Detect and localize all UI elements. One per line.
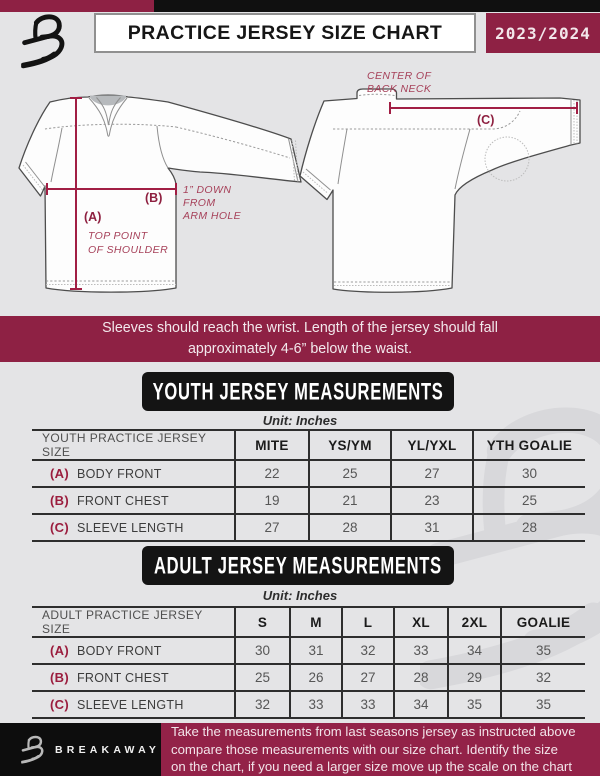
youth-banner-label: YOUTH JERSEY MEASUREMENTS: [152, 377, 444, 405]
column-header: M: [290, 607, 342, 637]
footer-logo-icon: [21, 735, 47, 765]
adult-unit-label: Unit: Inches: [262, 588, 338, 603]
column-header: MITE: [235, 430, 309, 460]
season-badge: [486, 13, 600, 53]
cell-value: 25: [309, 460, 391, 487]
cell-value: 32: [342, 637, 394, 664]
page-title: PRACTICE JERSEY SIZE CHART: [127, 21, 443, 44]
label-a-caption: TOP POINT: [88, 230, 148, 242]
row-label: (A) BODY FRONT: [32, 460, 235, 487]
season-label: 2023/2024: [495, 23, 591, 43]
table-row: [32, 460, 585, 487]
cell-value: 34: [394, 691, 448, 718]
column-header: YL/YXL: [391, 430, 473, 460]
svg-text:BACK NECK: BACK NECK: [367, 83, 432, 95]
column-header: L: [342, 607, 394, 637]
cell-value: 33: [290, 691, 342, 718]
row-label: (A) BODY FRONT: [32, 637, 235, 664]
footer-note: [161, 723, 600, 776]
jersey-diagram: [0, 62, 600, 314]
cell-value: 19: [235, 487, 309, 514]
table-row: [32, 664, 585, 691]
column-header: YS/YM: [309, 430, 391, 460]
table-row: [32, 691, 585, 718]
cell-value: 27: [342, 664, 394, 691]
column-header: 2XL: [448, 607, 501, 637]
cell-value: 27: [391, 460, 473, 487]
notice-banner: [0, 316, 600, 362]
table-row: [32, 637, 585, 664]
svg-text:FROM: FROM: [183, 197, 216, 209]
label-a: (A): [84, 210, 102, 224]
svg-text:OF SHOULDER: OF SHOULDER: [88, 244, 169, 256]
table-header-row: [32, 430, 585, 460]
footer-note-line: Take the measurements from last seasons jersey as instructed above: [171, 724, 576, 740]
label-c: (C): [477, 113, 495, 127]
cell-value: 35: [501, 637, 585, 664]
cell-value: 22: [235, 460, 309, 487]
column-header: S: [235, 607, 290, 637]
row-label: (B) FRONT CHEST: [32, 487, 235, 514]
cell-value: 30: [235, 637, 290, 664]
front-jersey-drawing: [19, 95, 301, 292]
adult-banner-label: ADULT JERSEY MEASUREMENTS: [154, 551, 442, 579]
cell-value: 29: [448, 664, 501, 691]
cell-value: 28: [473, 514, 585, 541]
cell-value: 30: [473, 460, 585, 487]
back-jersey-drawing: [300, 70, 580, 292]
column-header: YOUTH PRACTICE JERSEY SIZE: [32, 430, 235, 460]
cell-value: 27: [235, 514, 309, 541]
cell-value: 25: [235, 664, 290, 691]
cell-value: 34: [448, 637, 501, 664]
cell-value: 32: [235, 691, 290, 718]
column-header: YTH GOALIE: [473, 430, 585, 460]
notice-line-1: Sleeves should reach the wrist. Length of the jersey should fall: [102, 320, 498, 336]
svg-text:ARM HOLE: ARM HOLE: [183, 210, 242, 222]
column-header: XL: [394, 607, 448, 637]
label-b: (B): [145, 191, 163, 205]
cell-value: 28: [394, 664, 448, 691]
row-label: (C) SLEEVE LENGTH: [32, 691, 235, 718]
footer-note-line: compare those measurements with our size chart. Identify the size: [171, 741, 559, 757]
footer-note-line: on the chart, if you need a larger size move up the scale on the chart: [171, 759, 572, 775]
label-c-caption: CENTER OF: [367, 70, 432, 82]
cell-value: 21: [309, 487, 391, 514]
adult-section-banner: [142, 546, 454, 585]
table-row: [32, 487, 585, 514]
cell-value: 35: [501, 691, 585, 718]
youth-size-table: [32, 429, 585, 542]
cell-value: 32: [501, 664, 585, 691]
cell-value: 33: [394, 637, 448, 664]
footer-brand-block: [0, 723, 161, 776]
top-strip-maroon: [0, 0, 154, 12]
cell-value: 26: [290, 664, 342, 691]
column-header: ADULT PRACTICE JERSEY SIZE: [32, 607, 235, 637]
cell-value: 31: [290, 637, 342, 664]
cell-value: 33: [342, 691, 394, 718]
cell-value: 31: [391, 514, 473, 541]
column-header: GOALIE: [501, 607, 585, 637]
notice-line-2: approximately 4-6” below the waist.: [187, 341, 413, 357]
cell-value: 35: [448, 691, 501, 718]
table-header-row: [32, 607, 585, 637]
brand-wordmark: BREAKAWAY: [55, 743, 161, 756]
row-label: (B) FRONT CHEST: [32, 664, 235, 691]
adult-size-table: [32, 606, 585, 719]
cell-value: 23: [391, 487, 473, 514]
brand-logo-icon: [21, 13, 71, 71]
row-label: (C) SLEEVE LENGTH: [32, 514, 235, 541]
cell-value: 25: [473, 487, 585, 514]
cell-value: 28: [309, 514, 391, 541]
table-row: [32, 514, 585, 541]
top-strip-black: [154, 0, 600, 12]
title-box: [94, 13, 476, 53]
label-b-caption: 1” DOWN: [183, 184, 232, 196]
youth-unit-label: Unit: Inches: [262, 413, 338, 428]
youth-section-banner: [142, 372, 454, 411]
